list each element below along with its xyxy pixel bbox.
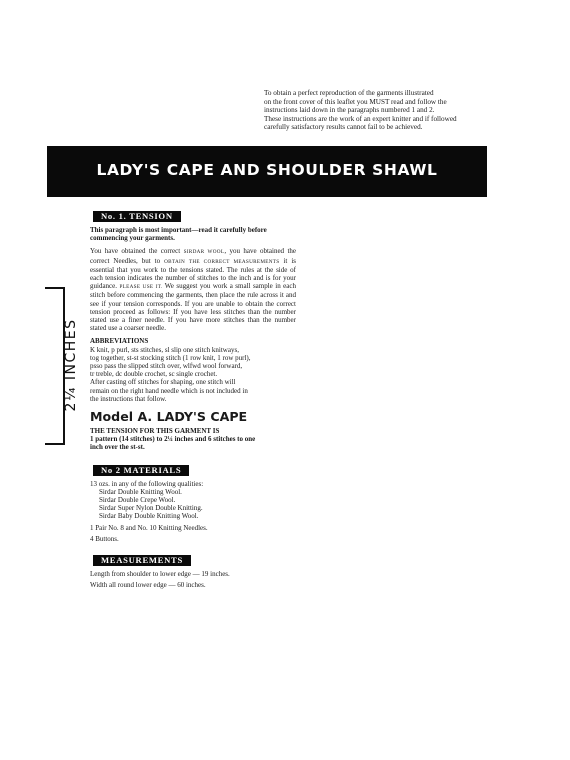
materials-intro: 13 ozs. in any of the following qualities: [90,479,204,488]
tension-ruler-label: 2¼ INCHES [63,318,79,412]
materials-quality: Sirdar Double Crepe Wool. [99,496,176,505]
page-title: LADY'S CAPE AND SHOULDER SHAWL [96,161,438,179]
abbreviation-line: tr treble, dc double crochet, sc single crochet. [90,370,218,379]
model-tension-line: 1 pattern (14 stitches) to 2¼ inches and 6 stitches to one [90,435,256,444]
tension-text: We suggest you work a small sample in each stitch before commencing the garments, then place the rule across it and see if your tension corresponds. If you are unable to obtain the correct tension proceed as follows: If you have less stitches than the number stated use a finer needle. If you have more stitches than the number stated use a coarser needle. [90,282,296,333]
materials-needles: 1 Pair No. 8 and No. 10 Knitting Needles. [90,523,208,532]
measurement-line: Length from shoulder to lower edge — 19 inches. [90,570,230,579]
materials-quality: Sirdar Super Nylon Double Knitting. [99,504,203,513]
tension-smallcaps: PLEASE USE IT. [119,284,163,291]
tension-important-note: This paragraph is most important—read it carefully before commencing your garments. [90,226,267,243]
abbreviation-line: psso pass the slipped stitch over, wlfwd wool forward, [90,362,243,371]
intro-line: carefully satisfactory results cannot fail to be achieved. [264,123,423,132]
title-banner [47,146,487,197]
intro-line: These instructions are the work of an expert knitter and if followed [264,114,457,123]
abbreviations-heading: ABBREVIATIONS [90,337,149,346]
intro-line: instructions laid down in the paragraphs numbered 1 and 2. [264,106,435,115]
abbreviation-line: K knit, p purl, sts stitches, sl slip one stitch knitways, [90,345,239,354]
tension-text: , you have obtained the correct Needles, but to [90,247,296,265]
intro-line: on the front cover of this leaflet you MUST read and follow the [264,97,447,106]
materials-quality: Sirdar Double Knitting Wool. [99,487,182,496]
abbreviation-line: After casting off stitches for shaping, one stitch will [90,378,236,387]
intro-line: To obtain a perfect reproduction of the garments illustrated [264,89,434,97]
tension-paragraph [90,247,296,332]
measurements-heading: MEASUREMENTS [93,555,191,566]
instructions-column [90,211,296,590]
model-tension-line: THE TENSION FOR THIS GARMENT IS [90,427,220,436]
abbreviation-line: the instructions that follow. [90,394,167,403]
model-title: Model A. LADY'S CAPE [90,409,248,425]
materials-heading: No 2 MATERIALS [93,465,189,476]
tension-text: it is essential that you work to the tensions stated. The rules at the side of each tension indicates the number of stitches to the inch and is for your guidance. [90,256,296,291]
measurement-line: Width all round lower edge — 60 inches. [90,581,206,590]
tension-smallcaps: SIRDAR WOOL [183,249,225,256]
tension-text: You have obtained the correct [90,247,181,256]
materials-buttons: 4 Buttons. [90,534,119,543]
abbreviation-line: tog together, st-st stocking stitch (1 row knit, 1 row purl), [90,353,251,362]
intro-note [264,89,514,132]
materials-quality: Sirdar Baby Double Knitting Wool. [99,512,199,521]
abbreviation-line: remain on the right hand needle which is not included in [90,386,248,395]
model-tension-line: inch over the st-st. [90,443,145,452]
tension-heading: No. 1. TENSION [93,211,181,222]
tension-smallcaps: OBTAIN THE CORRECT MEASUREMENTS [164,258,280,265]
